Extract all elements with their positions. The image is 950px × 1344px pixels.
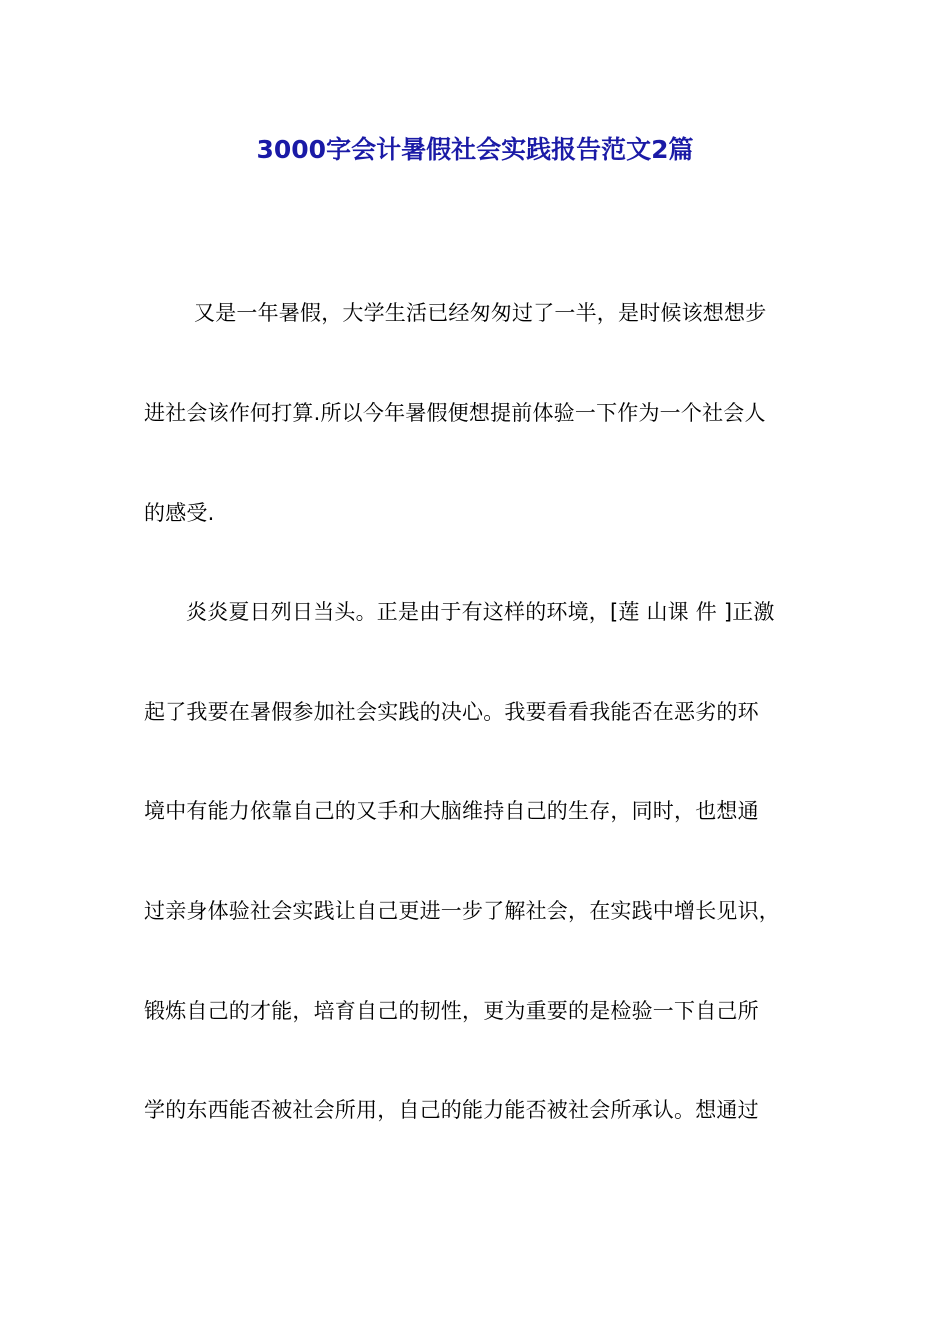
paragraph-line: 起了我要在暑假参加社会实践的决心。我要看看我能否在恶劣的环 xyxy=(144,700,759,724)
paragraph-line: 炎炎夏日列日当头。正是由于有这样的环境，[莲 山课 件 ]正激 xyxy=(186,600,775,624)
document-title: 3000字会计暑假社会实践报告范文2篇 xyxy=(256,135,694,164)
paragraph-line: 锻炼自己的才能，培育自己的韧性，更为重要的是检验一下自己所 xyxy=(144,999,759,1023)
paragraph-line: 学的东西能否被社会所用，自己的能力能否被社会所承认。想通过 xyxy=(144,1098,759,1122)
paragraph-line: 境中有能力依靠自己的又手和大脑维持自己的生存，同时，也想通 xyxy=(144,799,759,823)
paragraph-line: 的感受. xyxy=(144,501,215,525)
paragraph-line: 又是一年暑假，大学生活已经匆匆过了一半，是时候该想想步 xyxy=(194,301,767,325)
paragraph-line: 过亲身体验社会实践让自己更进一步了解社会，在实践中增长见识， xyxy=(144,899,780,923)
paragraph-line: 进社会该作何打算.所以今年暑假便想提前体验一下作为一个社会人 xyxy=(144,401,766,425)
